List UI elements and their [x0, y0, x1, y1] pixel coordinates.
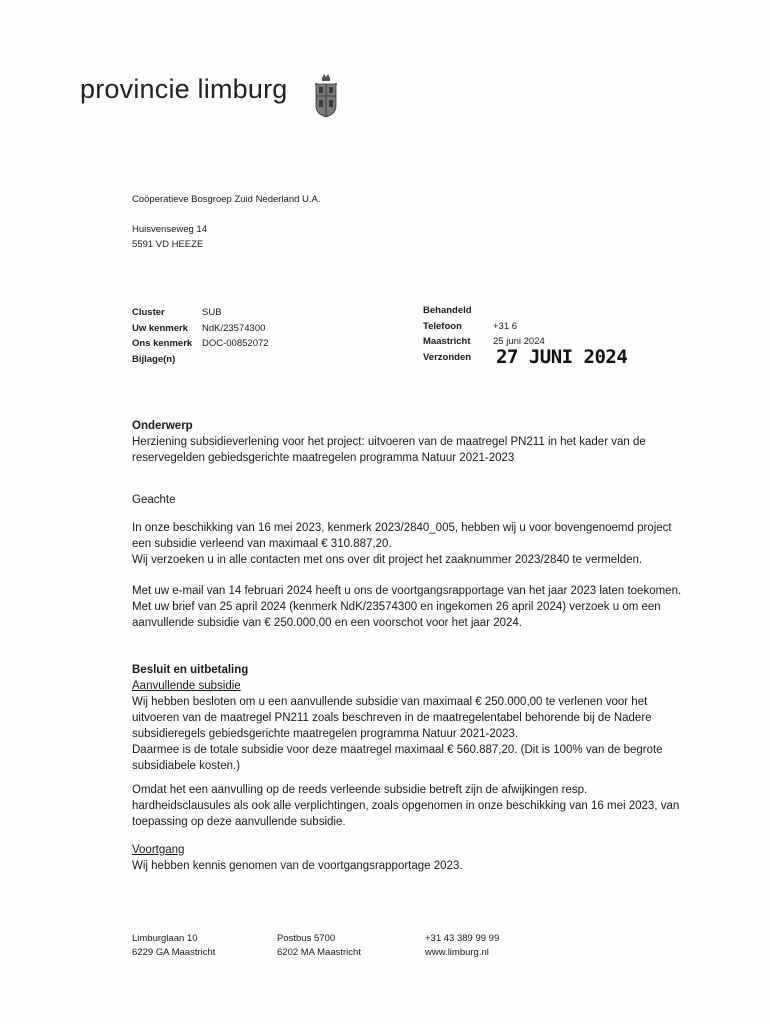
- paragraph-text: Wij hebben kennis genomen van de voortgangsrapportage 2023.: [132, 860, 463, 872]
- paragraph-decision-history: [132, 520, 687, 568]
- meta-value: NdK/23574300: [202, 322, 266, 334]
- recipient-street: Huisvenseweg 14: [132, 224, 207, 235]
- meta-key: Bijlage(n): [132, 353, 176, 365]
- date-stamp: 27 JUNI 2024: [496, 346, 628, 368]
- recipient-name: Coöperatieve Bosgroep Zuid Nederland U.A.: [132, 194, 321, 205]
- paragraph-text: In onze beschikking van 16 mei 2023, kenmerk 2023/2840_005, hebben wij u voor bovengenoemd project een subsidie verleend van maximaal € 310.887,20.: [132, 522, 672, 550]
- meta-row: [423, 303, 545, 319]
- paragraph-text: Met uw e-mail van 14 februari 2024 heeft u ons de voortgangsrapportage van het jaar 2023 laten toekomen.: [132, 585, 682, 597]
- salutation: [132, 492, 687, 508]
- decision-section: [132, 662, 687, 774]
- meta-row: [132, 305, 269, 321]
- coat-of-arms-icon: [311, 72, 341, 118]
- footer-line: Limburglaan 10: [132, 933, 198, 944]
- paragraph-text: Omdat het een aanvulling op de reeds verleende subsidie betreft zijn de afwijkingen resp. hardheidsclausules als ook alle verplichtingen, zoals opgenomen in onze beschikking van 16 mei 2023, van toepassing op deze aanvullende subsidie.: [132, 784, 680, 828]
- meta-key: Verzonden: [423, 351, 472, 363]
- meta-key: Telefoon: [423, 320, 462, 332]
- footer-visit-address: [132, 932, 215, 960]
- meta-key: Cluster: [132, 307, 165, 318]
- paragraph-text: Daarmee is de totale subsidie voor deze maatregel maximaal € 560.887,20. (Dit is 100% van de begrote subsidiabele kosten.): [132, 744, 663, 772]
- meta-key: Ons kenmerk: [132, 338, 193, 349]
- footer-phone: +31 43 389 99 99: [425, 933, 500, 944]
- progress-section: [132, 842, 687, 874]
- subject-block: [132, 418, 687, 466]
- subject-label: Onderwerp: [132, 420, 193, 432]
- meta-key: Behandeld: [423, 305, 472, 316]
- meta-value: SUB: [202, 307, 222, 318]
- section-subheading: Voortgang: [132, 844, 185, 856]
- paragraph-text: Wij verzoeken u in alle contacten met ons over dit project het zaaknummer 2023/2840 te vermelden.: [132, 554, 643, 566]
- salutation-text: Geachte: [132, 494, 176, 506]
- footer-website: www.limburg.nl: [425, 947, 489, 958]
- footer-line: Postbus 5700: [277, 933, 336, 944]
- recipient-street-block: [132, 222, 207, 252]
- meta-row: [132, 321, 269, 337]
- subject-text: Herziening subsidieverlening voor het project: uitvoeren van de maatregel PN211 in het kader van de reservegelden gebiedsgerichte maatregelen programma Natuur 2021-2023: [132, 436, 646, 464]
- footer-contact: [425, 932, 499, 960]
- meta-row: [132, 336, 269, 352]
- section-subheading: Aanvullende subsidie: [132, 680, 241, 692]
- paragraph-conditions: [132, 782, 687, 830]
- recipient-city: 5591 VD HEEZE: [132, 239, 204, 250]
- meta-row: [423, 319, 545, 335]
- meta-key: Maastricht: [423, 336, 471, 347]
- paragraph-request: [132, 583, 687, 631]
- meta-value: +31 6: [493, 320, 518, 332]
- meta-key: Uw kenmerk: [132, 322, 188, 334]
- meta-value: 25 juni 2024: [493, 336, 545, 347]
- footer-postal-address: [277, 932, 361, 960]
- section-heading: Besluit en uitbetaling: [132, 664, 249, 676]
- paragraph-text: Wij hebben besloten om u een aanvullende subsidie van maximaal € 250.000,00 te verlenen voor het uitvoeren van de maatregel PN211 zoals beschreven in de maatregelentabel behorende bij de Nadere subsidieregels gebiedsgerichte maatregelen programma Natuur 2021-2023.: [132, 696, 652, 740]
- recipient-address: [132, 192, 321, 207]
- paragraph-text: Met uw brief van 25 april 2024 (kenmerk NdK/23574300 en ingekomen 26 april 2024) verzoek u om een aanvullende subsidie van € 250.000,00 en een voorschot voor het jaar 2024.: [132, 601, 661, 629]
- footer-line: 6202 MA Maastricht: [277, 947, 361, 958]
- organization-name: provincie limburg: [80, 74, 288, 104]
- reference-block-left: [132, 305, 269, 367]
- meta-value: DOC-00852072: [202, 338, 269, 349]
- meta-row: [132, 352, 269, 368]
- footer-line: 6229 GA Maastricht: [132, 947, 216, 958]
